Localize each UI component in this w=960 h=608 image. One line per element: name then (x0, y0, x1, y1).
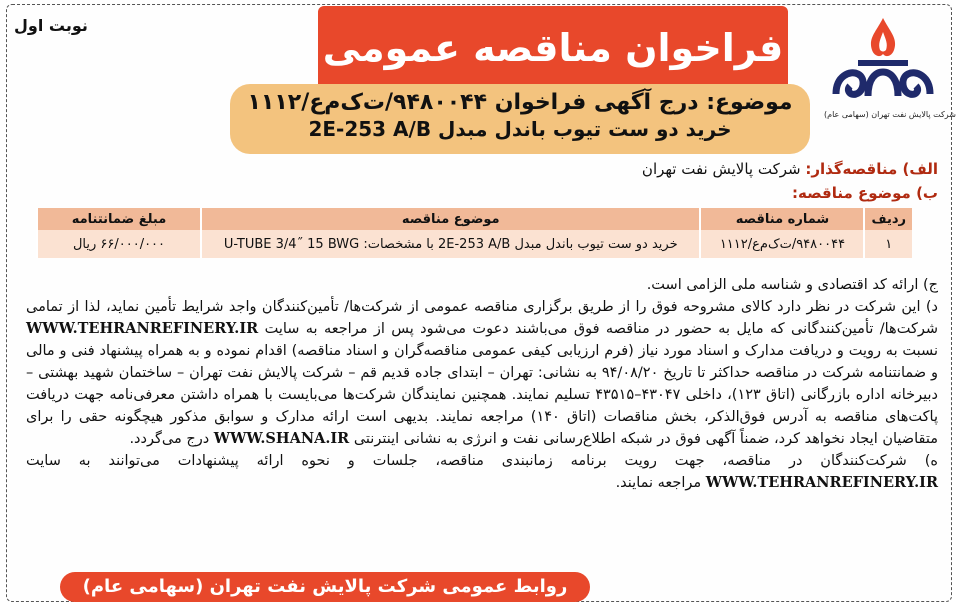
paragraph-d-part3: درج می‌گردد. (129, 431, 210, 447)
organizer-value: شرکت پالایش نفت تهران (641, 160, 801, 178)
cell-guarantee-amount: ۶۶/۰۰۰/۰۰۰ ریال (37, 230, 201, 258)
edition-label: نوبت اول (14, 16, 88, 35)
tender-organizer (642, 160, 938, 178)
table-header-row (37, 208, 912, 230)
paragraph-d (26, 296, 938, 450)
header-row-number: ردیف (864, 208, 912, 230)
paragraph-e-part2: مراجعه نمایند. (615, 475, 702, 491)
header-tender-number: شماره مناقصه (700, 208, 864, 230)
organizer-label: الف) مناقصه‌گذار: (805, 160, 938, 178)
cell-tender-subject: خرید دو ست تیوب باندل مبدل 2E-253 A/B با مشخصات: U-TUBE 3/4˝ 15 BWG (201, 230, 700, 258)
paragraph-e-part1: ه) شرکت‌کنندگان در مناقصه، جهت رویت برنامه زمانبندی مناقصه، جلسات و نحوه ارائه پیشنهادات می‌توانند به سایت (26, 453, 938, 469)
paragraph-e (26, 450, 938, 494)
paragraph-d-part1: د) این شرکت در نظر دارد کالای مشروحه فوق را از طریق برگزاری مناقصه عمومی از شرکت‌ها/ تأمین‌کنندگان واجد شرایط تأمین نماید، لذا از تمامی شرکت‌ها/ تأمین‌کنندگانی که مایل به حضور در مناقصه فوق می‌باشند دعوت می‌شود پس از مراجعه به سایت (26, 299, 938, 337)
tender-subject-label: ب) موضوع مناقصه: (792, 184, 938, 202)
company-logo (824, 14, 956, 124)
logo-caption: شرکت پالایش نفت تهران (سهامی عام) (824, 110, 956, 119)
cell-tender-number: ۹۴۸۰۰۴۴/ت‌ک‌م‌ع/۱۱۱۲ (700, 230, 864, 258)
shana-website-link[interactable]: WWW.SHANA.IR (213, 430, 350, 447)
table-row (37, 230, 912, 258)
notice-body (26, 274, 938, 494)
refinery-logo-icon (828, 14, 938, 104)
subject-detail: خرید دو ست تیوب باندل مبدل 2E-253 A/B (308, 117, 732, 141)
subject-box (230, 84, 810, 154)
paragraph-c: ج) ارائه کد اقتصادی و شناسه ملی الزامی است. (646, 277, 938, 293)
refinery-website-link-2[interactable]: WWW.TEHRANREFINERY.IR (705, 474, 938, 491)
tender-table (36, 208, 912, 258)
subject-line: موضوع: درج آگهی فراخوان ۹۴۸۰۰۴۴/ت‌ک‌م‌ع/۱۱۱۲ (247, 90, 793, 115)
notice-title: فراخوان مناقصه عمومی (318, 6, 788, 90)
public-relations-footer: روابط عمومی شرکت پالایش نفت تهران (سهامی عام) (60, 572, 590, 602)
paragraph-d-part2: نسبت به رویت و دریافت مدارک و اسناد مورد نیاز (فرم ارزیابی کیفی عمومی مناقصه‌گران و اسناد مناقصه) اقدام نموده و به همراه پیشنهاد فنی و مالی و ضمانتنامه شرکت در مناقصه حداکثر تا تاریخ ۹۴/۰۸/۲۰ به نشانی: تهران – ابتدای جاده قدیم قم – شرکت پالایش نفت تهران – ساختمان شهید بهشتی – دبیرخانه اداره بازرگانی (اتاق ۱۲۳)، داخلی ۴۳۰۴۷–۴۳۵۱۵ تسلیم نمایند. همچنین نمایندگان شرکت‌ها می‌بایست با همراه داشتن معرفی‌نامه جهت دریافت پاکت‌های مناقصه به آدرس فوق‌الذکر، بخش مناقصات (اتاق ۱۴۰) مراجعه نمایند. بدیهی است ارائه مدارک و سوابق مذکور هیچگونه حقی را برای متقاضیان ایجاد نخواهد کرد، ضمناً آگهی فوق در شبکه اطلاع‌رسانی نفت و انرژی به نشانی اینترنتی (26, 343, 939, 447)
refinery-website-link[interactable]: WWW.TEHRANREFINERY.IR (26, 320, 259, 337)
cell-row-number: ۱ (864, 230, 912, 258)
header-guarantee-amount: مبلغ ضمانتنامه (37, 208, 201, 230)
header-tender-subject: موضوع مناقصه (201, 208, 700, 230)
